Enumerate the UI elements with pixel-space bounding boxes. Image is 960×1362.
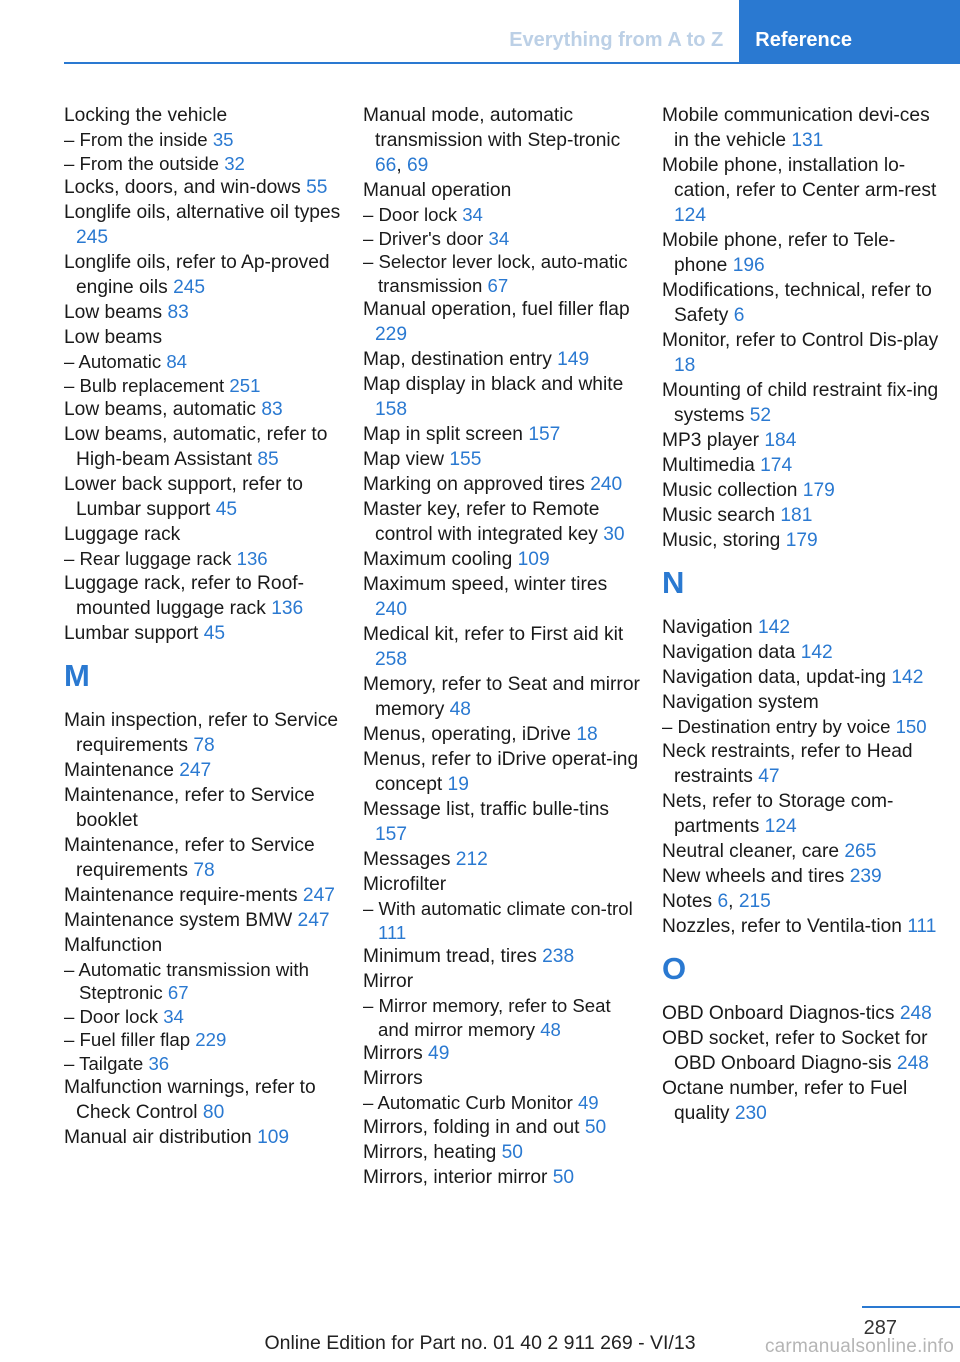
- page-reference-link[interactable]: 239: [849, 865, 882, 887]
- page-reference-link[interactable]: 181: [780, 505, 813, 526]
- index-entry-label: Mirrors, interior mirror: [363, 1166, 548, 1188]
- index-entry-label: Music collection: [662, 480, 798, 501]
- header-section-title: Everything from A to Z: [509, 29, 724, 51]
- index-entry: [64, 472, 342, 522]
- index-entry: [662, 1026, 940, 1076]
- index-entry: [64, 708, 342, 758]
- index-entry: [64, 175, 342, 200]
- index-entry-label: Malfunction: [64, 934, 163, 956]
- index-subentry: [64, 1028, 342, 1052]
- index-entry: [662, 665, 940, 690]
- index-entry-label: Master key, refer to Remote control with integrated key: [363, 499, 600, 545]
- index-entry-label: Nozzles, refer to Ventila-tion: [662, 915, 902, 937]
- page-header: [493, 0, 960, 62]
- page-reference-link[interactable]: 50: [584, 1116, 607, 1138]
- index-entry-label: Messages: [363, 849, 451, 870]
- page-reference-link[interactable]: 6: [717, 890, 729, 912]
- page-reference-link[interactable]: 66: [375, 155, 397, 176]
- index-entry-label: Map, destination entry: [363, 349, 552, 370]
- index-subentry: [64, 152, 342, 176]
- index-entry: [64, 621, 342, 646]
- index-entry: [64, 397, 342, 422]
- index-entry-label: – Automatic Curb Monitor: [363, 1092, 573, 1113]
- index-entry: [64, 783, 342, 833]
- index-entry-label: Lower back support, refer to Lumbar support: [64, 474, 303, 520]
- index-entry: [662, 528, 940, 553]
- index-entry: [64, 1125, 342, 1150]
- page-reference-link[interactable]: 157: [528, 424, 561, 445]
- index-entry-label: Main inspection, refer to Service requirements: [64, 709, 339, 756]
- index-entry-label: – From the outside: [64, 152, 220, 174]
- page-reference-link[interactable]: 49: [428, 1043, 450, 1064]
- index-subentry: [64, 547, 342, 571]
- index-entry-label: Map in split screen: [363, 424, 523, 445]
- index-entry-label: – Tailgate: [64, 1052, 144, 1074]
- index-entry: [363, 497, 641, 547]
- index-entry-label: Low beams: [64, 327, 163, 348]
- page-reference-link[interactable]: 174: [760, 455, 793, 476]
- index-entry-label: Maintenance: [64, 759, 174, 781]
- index-entry: [363, 1115, 641, 1140]
- index-subentry: [662, 715, 940, 739]
- index-entry: [363, 422, 641, 447]
- index-entry-label: Low beams: [64, 302, 163, 323]
- header-tab-reference: Reference: [739, 0, 960, 62]
- index-entry-label: Longlife oils, refer to Ap-proved engine oils: [64, 252, 330, 298]
- page-reference-link[interactable]: 109: [517, 549, 550, 570]
- index-entry-label: Manual mode, automatic transmission with Step-tronic: [363, 105, 621, 151]
- page-reference-link[interactable]: 109: [257, 1127, 290, 1148]
- index-entry-label: Navigation data: [662, 642, 796, 663]
- page-reference-link[interactable]: 229: [375, 324, 408, 345]
- page-reference-link[interactable]: 184: [764, 430, 797, 451]
- index-subentry: [363, 897, 641, 944]
- page-reference-link[interactable]: 240: [375, 599, 408, 620]
- index-entry: [662, 503, 940, 528]
- page-reference-link[interactable]: 19: [447, 774, 469, 795]
- index-entry-label: OBD socket, refer to Socket for OBD Onboard Diagno-sis: [662, 1027, 928, 1074]
- index-entry-label: Minimum tread, tires: [363, 946, 537, 967]
- index-entry: [662, 453, 940, 478]
- page-reference-link[interactable]: 215: [738, 890, 771, 912]
- page-reference-link[interactable]: 84: [166, 351, 188, 372]
- index-entry: [363, 1140, 641, 1165]
- index-entry: [64, 250, 342, 300]
- index-entry-label: Octane number, refer to Fuel quality: [662, 1077, 908, 1124]
- index-entry-label: Menus, operating, iDrive: [363, 724, 571, 745]
- footer-rule: [862, 1306, 960, 1308]
- page-reference-link[interactable]: 48: [449, 699, 471, 720]
- page-reference-link[interactable]: 50: [501, 1141, 523, 1163]
- index-entry: [64, 300, 342, 325]
- page-reference-link[interactable]: 35: [212, 129, 234, 150]
- page-reference-link[interactable]: 80: [202, 1102, 225, 1123]
- index-entry: [363, 1066, 641, 1091]
- index-entry-label: Mirrors, folding in and out: [363, 1116, 580, 1138]
- index-entry: [363, 969, 641, 994]
- page-reference-link[interactable]: 18: [576, 724, 598, 745]
- page-reference-link[interactable]: 36: [148, 1052, 170, 1074]
- page-number: 287: [863, 1317, 897, 1339]
- page-reference-link[interactable]: 258: [375, 649, 408, 670]
- index-entry-label: Maintenance require-ments: [64, 884, 298, 906]
- index-entry-label: Maximum cooling: [363, 549, 513, 570]
- index-column-2: [363, 103, 641, 1190]
- index-entry-label: – Selector lever lock, auto-matic transmission: [363, 251, 628, 296]
- index-entry: [662, 153, 940, 228]
- page-reference-link[interactable]: 32: [224, 152, 245, 174]
- page-reference-link[interactable]: 124: [764, 815, 797, 837]
- page-reference-link[interactable]: 30: [603, 524, 625, 545]
- index-entry: [363, 944, 641, 969]
- page-reference-link[interactable]: 155: [449, 449, 482, 470]
- page-reference-link[interactable]: 142: [800, 642, 833, 663]
- index-entry: [662, 1076, 940, 1126]
- index-entry: [363, 1041, 641, 1066]
- index-entry-label: Locking the vehicle: [64, 105, 228, 126]
- index-entry-label: Maintenance system BMW: [64, 909, 293, 931]
- index-entry-label: Mirrors, heating: [363, 1141, 497, 1163]
- page-reference-link[interactable]: 179: [802, 480, 835, 501]
- index-entry-label: Manual operation: [363, 180, 512, 201]
- header-rule: [64, 62, 960, 64]
- index-entry: [64, 325, 342, 350]
- index-entry: [363, 347, 641, 372]
- page-reference-link[interactable]: 45: [215, 499, 238, 520]
- page-reference-link[interactable]: 6: [733, 305, 745, 326]
- index-entry-label: Multimedia: [662, 455, 755, 476]
- page-reference-link[interactable]: 78: [193, 859, 215, 881]
- page-reference-link[interactable]: 179: [785, 530, 818, 551]
- page-reference-link[interactable]: 83: [261, 399, 283, 420]
- index-entry-label: Mirror: [363, 971, 414, 992]
- index-entry-label: Mobile communication devi-ces in the vehicle: [662, 105, 930, 151]
- index-entry: [662, 103, 940, 153]
- index-entry: [64, 933, 342, 958]
- page-reference-link[interactable]: 34: [462, 204, 483, 225]
- index-entry: [363, 672, 641, 722]
- page-reference-link[interactable]: 245: [76, 227, 109, 248]
- page-reference-link[interactable]: 34: [488, 227, 510, 249]
- index-entry: [363, 622, 641, 672]
- page-reference-link[interactable]: 136: [236, 548, 268, 569]
- page-reference-link[interactable]: 131: [791, 130, 824, 151]
- page-reference-link[interactable]: 83: [167, 302, 189, 323]
- index-entry-label: Locks, doors, and win-dows: [64, 177, 301, 198]
- page-reference-link[interactable]: 248: [896, 1052, 929, 1074]
- index-subentry: [64, 958, 342, 1005]
- index-entry: [662, 378, 940, 428]
- page-reference-link[interactable]: 124: [674, 205, 707, 226]
- page-reference-link[interactable]: 265: [844, 840, 877, 862]
- index-entry-label: Menus, refer to iDrive operat-ing concept: [363, 749, 639, 795]
- page-reference-link[interactable]: 55: [306, 177, 328, 198]
- index-entry-label: Mobile phone, refer to Tele-phone: [662, 230, 896, 276]
- page-reference-link[interactable]: 150: [895, 716, 927, 737]
- index-entry: [662, 428, 940, 453]
- page-reference-link[interactable]: 45: [203, 622, 226, 644]
- index-entry-label: Low beams, automatic: [64, 399, 256, 420]
- index-entry: [64, 571, 342, 621]
- index-entry-label: Nets, refer to Storage com-partments: [662, 790, 894, 837]
- index-entry: [363, 847, 641, 872]
- page-reference-link[interactable]: 34: [163, 1005, 184, 1027]
- index-subentry: [64, 128, 342, 152]
- index-entry: Notes 6, 215: [662, 890, 771, 912]
- page-reference-link[interactable]: 248: [899, 1002, 932, 1024]
- index-entry: [363, 372, 641, 422]
- index-entry-label: Map view: [363, 449, 445, 470]
- index-entry: [662, 839, 940, 864]
- page-reference-link[interactable]: 247: [297, 909, 330, 931]
- page-reference-link[interactable]: 85: [257, 449, 279, 470]
- index-entry-label: Luggage rack, refer to Roof-mounted luggage rack: [64, 572, 304, 619]
- page-reference-link[interactable]: 142: [891, 667, 924, 688]
- page-reference-link[interactable]: 78: [193, 734, 215, 756]
- index-entry-label: – Automatic: [64, 351, 162, 372]
- index-entry: [662, 739, 940, 789]
- page-reference-link[interactable]: 111: [907, 915, 937, 937]
- index-entry: [662, 615, 940, 640]
- page-reference-link[interactable]: 240: [590, 474, 623, 495]
- page-reference-link[interactable]: 196: [732, 255, 765, 276]
- page-reference-link[interactable]: 247: [179, 759, 212, 781]
- index-subentry: [363, 994, 641, 1041]
- page-reference-link[interactable]: 238: [542, 946, 575, 967]
- index-entry: [64, 200, 342, 250]
- page-reference-link[interactable]: 158: [375, 399, 408, 420]
- index-entry-label: Monitor, refer to Control Dis-play: [662, 330, 939, 351]
- index-entry: Manual mode, automatic transmission with Step-tronic 66, 69: [363, 105, 621, 176]
- index-entry-label: Malfunction warnings, refer to Check Control: [64, 1077, 316, 1123]
- page-reference-link[interactable]: 157: [375, 824, 408, 845]
- index-entry: [662, 789, 940, 839]
- index-entry-label: Navigation system: [662, 692, 819, 713]
- page-reference-link[interactable]: 67: [487, 274, 509, 296]
- index-entry: [363, 178, 641, 203]
- page-reference-link[interactable]: 52: [749, 405, 772, 426]
- index-entry-label: – Door lock: [64, 1005, 159, 1027]
- index-entry: [363, 797, 641, 847]
- index-entry: [363, 297, 641, 347]
- index-entry-label: – Door lock: [363, 204, 458, 225]
- page-reference-link[interactable]: 47: [758, 765, 780, 787]
- edition-footer: Online Edition for Part no. 01 40 2 911 269 - VI/13: [264, 1332, 696, 1354]
- index-subentry: [363, 250, 641, 297]
- index-entry-label: – From the inside: [64, 129, 208, 150]
- index-entry-label: – Driver's door: [363, 227, 484, 249]
- index-entry-label: – Bulb replacement: [64, 374, 225, 396]
- page-reference-link[interactable]: 69: [407, 155, 429, 176]
- index-subentry: [64, 374, 342, 398]
- index-entry-label: Mobile phone, installation lo-cation, refer to Center arm-rest: [662, 155, 937, 201]
- index-entry-label: Longlife oils, alternative oil types: [64, 202, 341, 223]
- page-reference-link[interactable]: 251: [229, 374, 261, 396]
- index-column-3: [662, 103, 940, 1126]
- index-entry: [363, 872, 641, 897]
- index-entry: [64, 422, 342, 472]
- index-entry-label: – With automatic climate con-trol: [363, 898, 633, 919]
- index-entry: [363, 447, 641, 472]
- watermark: carmanualsonline.info: [764, 1336, 954, 1357]
- index-entry-label: Maintenance, refer to Service requirements: [64, 834, 315, 881]
- index-entry-label: Luggage rack: [64, 524, 181, 545]
- page-reference-link[interactable]: 48: [540, 1018, 561, 1040]
- index-entry: [64, 833, 342, 883]
- index-entry-label: Music, storing: [662, 530, 781, 551]
- index-entry-label: Low beams, automatic, refer to High-beam Assistant: [64, 424, 328, 470]
- page-reference-link[interactable]: 230: [734, 1102, 767, 1124]
- index-entry-label: Message list, traffic bulle-tins: [363, 799, 609, 820]
- index-entry: [662, 914, 940, 939]
- index-entry: [64, 522, 342, 547]
- index-entry: [662, 640, 940, 665]
- index-column-1: [64, 103, 342, 1150]
- page-reference-link[interactable]: 212: [455, 849, 488, 870]
- page-reference-link[interactable]: 149: [557, 349, 590, 370]
- index-entry-label: Medical kit, refer to First aid kit: [363, 624, 624, 645]
- index-entry: [363, 547, 641, 572]
- page-reference-link[interactable]: 50: [552, 1166, 575, 1188]
- index-subentry: [64, 1052, 342, 1076]
- index-entry: [662, 328, 940, 378]
- index-entry-label: Music search: [662, 505, 776, 526]
- page-reference-link[interactable]: 229: [195, 1029, 227, 1050]
- index-entry: [363, 747, 641, 797]
- index-subentry: [363, 203, 641, 227]
- index-entry: [64, 1075, 342, 1125]
- index-entry-label: – Fuel filler flap: [64, 1029, 191, 1050]
- index-entry-label: OBD Onboard Diagnos-tics: [662, 1002, 895, 1024]
- index-entry-label: Navigation data, updat-ing: [662, 667, 887, 688]
- index-entry: [64, 758, 342, 783]
- index-letter-heading: M: [64, 657, 90, 693]
- index-letter-heading: N: [662, 565, 685, 600]
- index-entry-label: MP3 player: [662, 430, 760, 451]
- index-entry: [363, 572, 641, 622]
- index-entry-label: – Automatic transmission with Steptronic: [64, 958, 309, 1003]
- index-entry: [662, 228, 940, 278]
- index-entry: [363, 472, 641, 497]
- page-reference-link[interactable]: 247: [302, 884, 335, 906]
- index-entry: [363, 722, 641, 747]
- page-reference-link[interactable]: 142: [758, 617, 791, 638]
- index-entry-label: Modifications, technical, refer to Safety: [662, 280, 932, 326]
- index-entry-label: Mirrors: [363, 1068, 423, 1089]
- index-entry-label: New wheels and tires: [662, 865, 845, 887]
- index-entry-label: Memory, refer to Seat and mirror memory: [363, 674, 640, 720]
- index-entry-label: – Mirror memory, refer to Seat and mirror memory: [363, 995, 611, 1040]
- index-entry: [662, 1001, 940, 1026]
- index-entry-label: Marking on approved tires: [363, 474, 585, 495]
- index-entry: [64, 103, 342, 128]
- index-entry-label: Neck restraints, refer to Head restraints: [662, 740, 913, 787]
- index-entry: [64, 908, 342, 933]
- index-entry-label: – Rear luggage rack: [64, 548, 232, 569]
- page-reference-link[interactable]: 49: [577, 1092, 599, 1113]
- page-reference-link[interactable]: 18: [674, 355, 696, 376]
- index-entry: [363, 1165, 641, 1190]
- index-entry: [662, 478, 940, 503]
- index-entry-label: Manual air distribution: [64, 1127, 252, 1148]
- index-entry-label: – Destination entry by voice: [662, 716, 891, 737]
- index-subentry: [363, 1091, 641, 1115]
- index-subentry: [64, 1005, 342, 1029]
- index-entry-label: Navigation: [662, 617, 753, 638]
- page-reference-link[interactable]: 136: [271, 597, 304, 619]
- index-entry-label: Notes: [662, 890, 713, 912]
- index-entry-label: Maintenance, refer to Service booklet: [64, 784, 315, 831]
- index-entry: [662, 690, 940, 715]
- index-entry-label: Neutral cleaner, care: [662, 840, 840, 862]
- index-subentry: [363, 227, 641, 251]
- index-entry-label: Lumbar support: [64, 622, 199, 644]
- index-letter-heading: O: [662, 950, 687, 986]
- index-entry: [662, 278, 940, 328]
- page-reference-link[interactable]: 111: [378, 921, 407, 943]
- page-reference-link[interactable]: 245: [173, 277, 206, 298]
- index-entry-label: Mirrors: [363, 1043, 423, 1064]
- index-entry-label: Manual operation, fuel filler flap: [363, 299, 630, 320]
- index-entry-label: Mounting of child restraint fix-ing systems: [662, 380, 939, 426]
- index-entry: [64, 883, 342, 908]
- index-entry-label: Map display in black and white: [363, 374, 624, 395]
- index-entry-label: Maximum speed, winter tires: [363, 574, 608, 595]
- page-reference-link[interactable]: 67: [167, 982, 189, 1003]
- index-entry-label: Microfilter: [363, 874, 447, 895]
- index-entry: [662, 864, 940, 889]
- index-subentry: [64, 350, 342, 374]
